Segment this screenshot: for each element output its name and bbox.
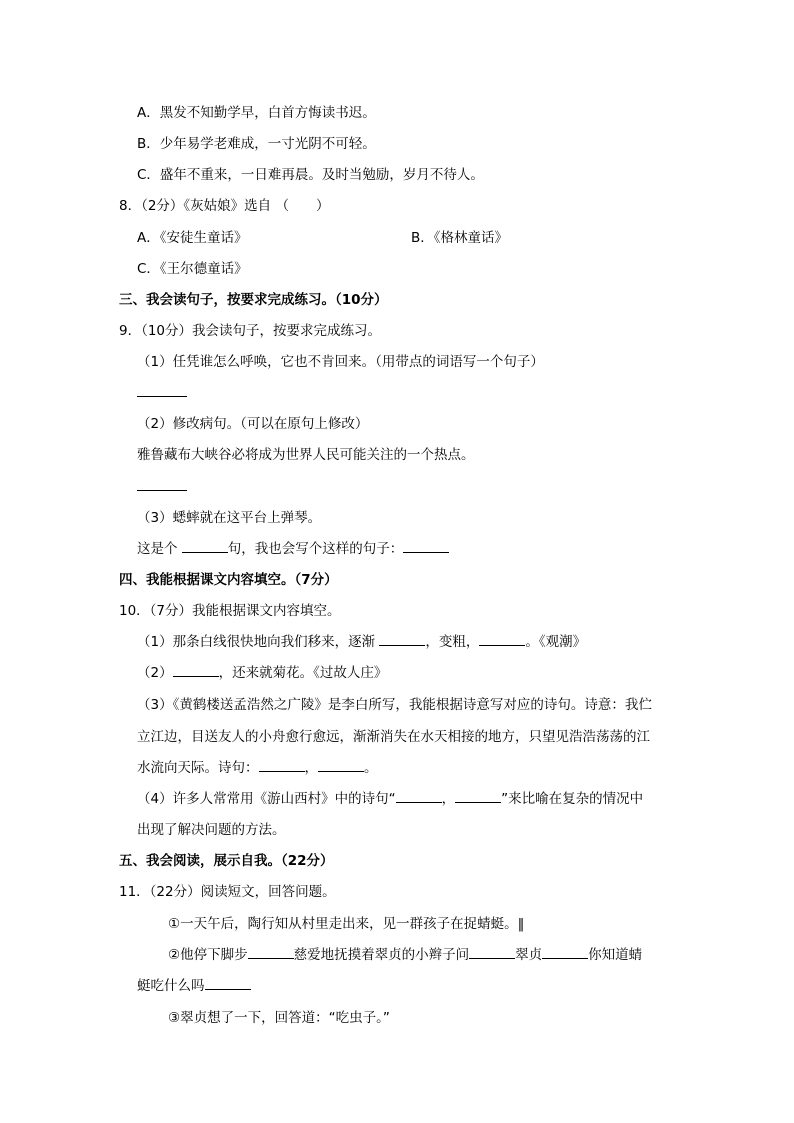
punctuation-blank[interactable] [542,946,588,959]
section-3-heading: 三、我会读句子，按要求完成练习。（10分） [119,292,388,308]
q8-option-c: C．《王尔德童话》 [137,261,248,277]
q9-part-3: （3）蟋蟀就在这平台上弹琴。 [137,510,322,526]
answer-blank[interactable] [396,790,442,803]
q9-part-3-task: 这是个 句，我也会写个这样的句子： [137,539,449,559]
punctuation-blank[interactable] [248,946,294,959]
answer-blank[interactable] [318,759,364,772]
q8-stem: 8．（2分）《灰姑娘》选自 （ ） [119,198,330,214]
section-5-heading: 五、我会阅读，展示自我。（22分） [119,853,334,869]
q10-stem: 10．（7分）我能根据课文内容填空。 [119,603,341,619]
q10-part-1: （1）那条白线很快地向我们移来，逐渐 ，变粗， 。《观潮》 [137,634,587,650]
answer-blank[interactable] [479,633,525,646]
punctuation-blank[interactable] [205,977,251,990]
punctuation-blank[interactable] [469,946,515,959]
answer-blank[interactable] [182,540,228,553]
passage-paragraph-2-line-1: ②他停下脚步 慈爱地抚摸着翠贞的小辫子问 翠贞 你知道蜻 [168,947,643,963]
answer-blank[interactable] [259,759,305,772]
answer-blank[interactable] [455,790,501,803]
q7-option-a: A．黑发不知勤学早，白首方悔读书迟。 [137,105,376,121]
q7-option-c: C．盛年不重来，一日难再晨。及时当勉励，岁月不待人。 [137,167,484,183]
q10-part-3-line-1: （3）《黄鹤楼送孟浩然之广陵》是李白所写，我能根据诗意写对应的诗句。诗意：我伫 [137,697,652,713]
q9-part-1-answer-blank[interactable] [137,383,187,403]
answer-blank[interactable] [173,664,219,677]
q8-option-b: B．《格林童话》 [411,230,509,246]
passage-paragraph-2-line-2: 蜓吃什么吗 [137,976,251,996]
q9-part-2-sentence: 雅鲁藏布大峡谷必将成为世界人民可能关注的一个热点。 [137,447,475,463]
q9-stem: 9．（10分）我会读句子，按要求完成练习。 [119,323,382,339]
passage-paragraph-3: ③翠贞想了一下，回答道：“吃虫子。” [168,1010,390,1026]
q11-stem: 11．（22分）阅读短文，回答问题。 [119,884,336,900]
answer-blank[interactable] [403,540,449,553]
q10-part-2: （2） ，还来就菊花。《过故人庄》 [137,665,388,681]
q9-part-2-answer-blank[interactable] [137,477,187,497]
q10-part-3-line-3: 水流向天际。诗句： ， 。 [137,760,378,776]
q7-option-b: B．少年易学老难成，一寸光阴不可轻。 [137,136,376,152]
q10-part-4-line-2: 出现了解决问题的方法。 [137,822,286,838]
section-4-heading: 四、我能根据课文内容填空。（7分） [119,572,338,588]
q10-part-4-line-1: （4）许多人常常用《游山西村》中的诗句“ ， ”来比喻在复杂的情况中 [137,791,644,807]
q8-option-a: A．《安徒生童话》 [137,230,248,246]
answer-blank[interactable] [379,633,425,646]
q10-part-3-line-2: 立江边，目送友人的小舟愈行愈远，渐渐消失在水天相接的地方，只望见浩浩荡荡的江 [137,729,650,745]
q9-part-1: （1）任凭谁怎么呼唤，它也不肯回来。（用带点的词语写一个句子） [137,354,544,370]
q9-part-2: （2）修改病句。（可以在原句上修改） [137,416,369,432]
passage-paragraph-1: ①一天午后，陶行知从村里走出来，见一群孩子在捉蜻蜓。‖ [168,916,525,932]
